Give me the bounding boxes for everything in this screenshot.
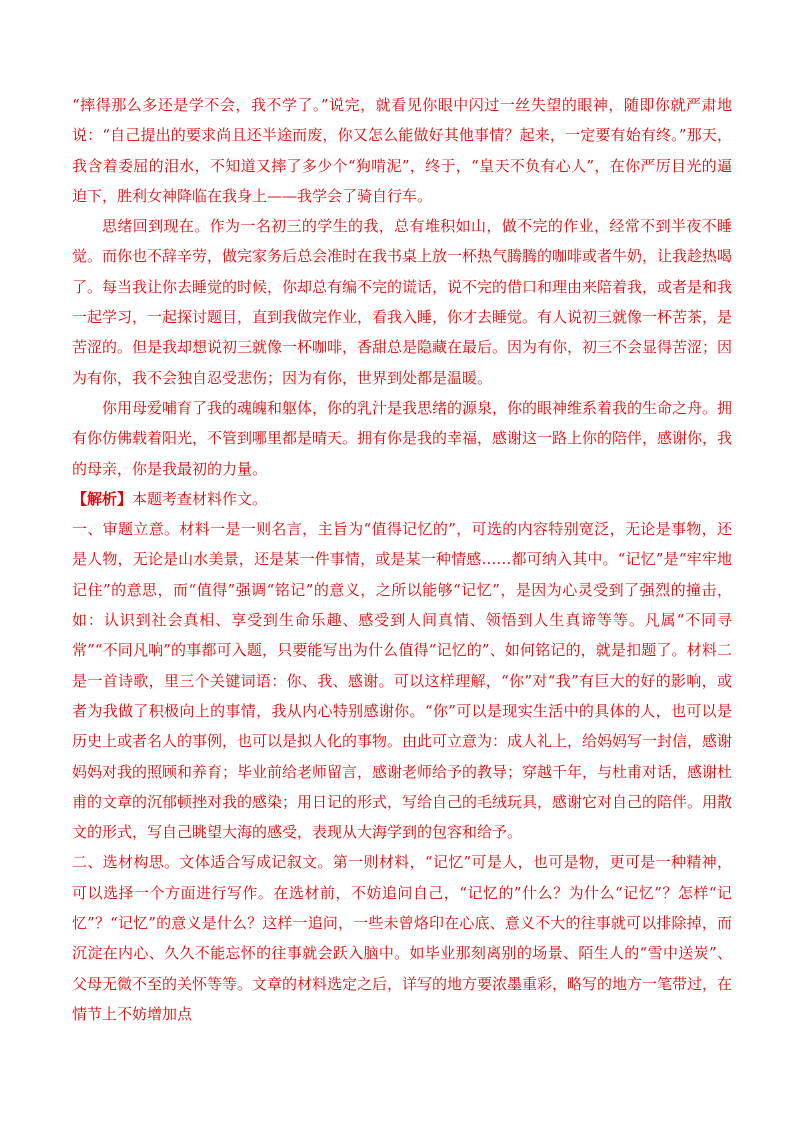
analysis-section-1: 一、审题立意。材料一是一则名言，主旨为“值得记忆的”，可选的内容特别宽泛，无论是事物，还是人物，无论是山水美景，还是某一件事情，或是某一种情感……都可纳入其中。“记忆”是“牢牢地记住”的意思，而“值得”强调“铭记”的意义，之所以能够“记忆”，是因为心灵受到了强烈的撞击，如：认识到社会真相、享受到生命乐趣、感受到人间真情、领悟到人生真谛等等。凡属“不同寻常”“不同凡响”的事都可入题，只要能写出为什么值得“记忆的”、如何铭记的，就是扣题了。材料二是一首诗歌，里三个关键词语：你、我、感谢。可以这样理解，“你”对“我”有巨大的好的影响，或者为我做了积极向上的事情，我从内心特别感谢你。“你”可以是现实生活中的具体的人，也可以是历史上或者名人的事例，也可以是拟人化的事物。由此可立意为：成人礼上，给妈妈写一封信，感谢妈妈对我的照顾和养育；毕业前给老师留言，感谢老师给予的教导；穿越千年，与杜甫对话，感谢杜甫的文章的沉郁顿挫对我的感染；用日记的形式，写给自己的毛绒玩具，感谢它对自己的陪伴。用散文的形式，写自己眺望大海的感受，表现从大海学到的包容和给予。 [72,520,733,842]
analysis-label: 【解析】 [72,489,133,508]
essay-paragraph-3: 你用母爱哺育了我的魂魄和躯体，你的乳汁是我思绪的源泉，你的眼神维系着我的生命之舟。拥有你仿佛载着阳光，不管到哪里都是晴天。拥有你是我的幸福，感谢这一路上你的陪伴，感谢你，我的母亲，你是我最初的力量。 [72,398,733,478]
analysis-heading [72,484,732,514]
essay-paragraph-2: 思绪回到现在。作为一名初三的学生的我，总有堆积如山，做不完的作业，经常不到半夜不睡觉。而你也不辞辛劳，做完家务后总会准时在我书桌上放一杯热气腾腾的咖啡或者牛奶，让我趁热喝了。每当我让你去睡觉的时候，你却总有编不完的谎话，说不完的借口和理由来陪着我，或者是和我一起学习，一起探讨题目，直到我做完作业，看我入睡，你才去睡觉。有人说初三就像一杯苦茶，是苦涩的。但是我却想说初三就像一杯咖啡，香甜总是隐藏在最后。因为有你，初三不会显得苦涩；因为有你，我不会独自忍受悲伤；因为有你，世界到处都是温暖。 [72,217,733,387]
document-page [72,90,732,1029]
analysis-section-2: 二、选材构思。文体适合写成记叙文。第一则材料，“记忆”可是人，也可是物，更可是一种精神，可以选择一个方面进行写作。在选材前，不妨追问自己，“记忆的”什么？为什么“记忆”？怎样“记忆”？“记忆”的意义是什么？这样一追问，一些未曾烙印在心底、意义不大的往事就可以排除掉，而沉淀在内心、久久不能忘怀的往事就会跃入脑中。如毕业那刻离别的场景、陌生人的“雪中送炭”、父母无微不至的关怀等等。文章的材料选定之后，详写的地方要浓墨重彩，略写的地方一笔带过，在情节上不妨增加点 [72,853,733,1023]
analysis-intro: 本题考查材料作文。 [132,489,268,508]
essay-paragraph-1: “摔得那么多还是学不会，我不学了。”说完，就看见你眼中闪过一丝失望的眼神，随即你就严肃地说：“自己提出的要求尚且还半途而废，你又怎么能做好其他事情？起来，一定要有始有终。”那天，我含着委屈的泪水，不知道又摔了多少个“狗啃泥”，终于，“皇天不负有心人”，在你严厉目光的逼迫下，胜利女神降临在我身上——我学会了骑自行车。 [72,96,732,205]
